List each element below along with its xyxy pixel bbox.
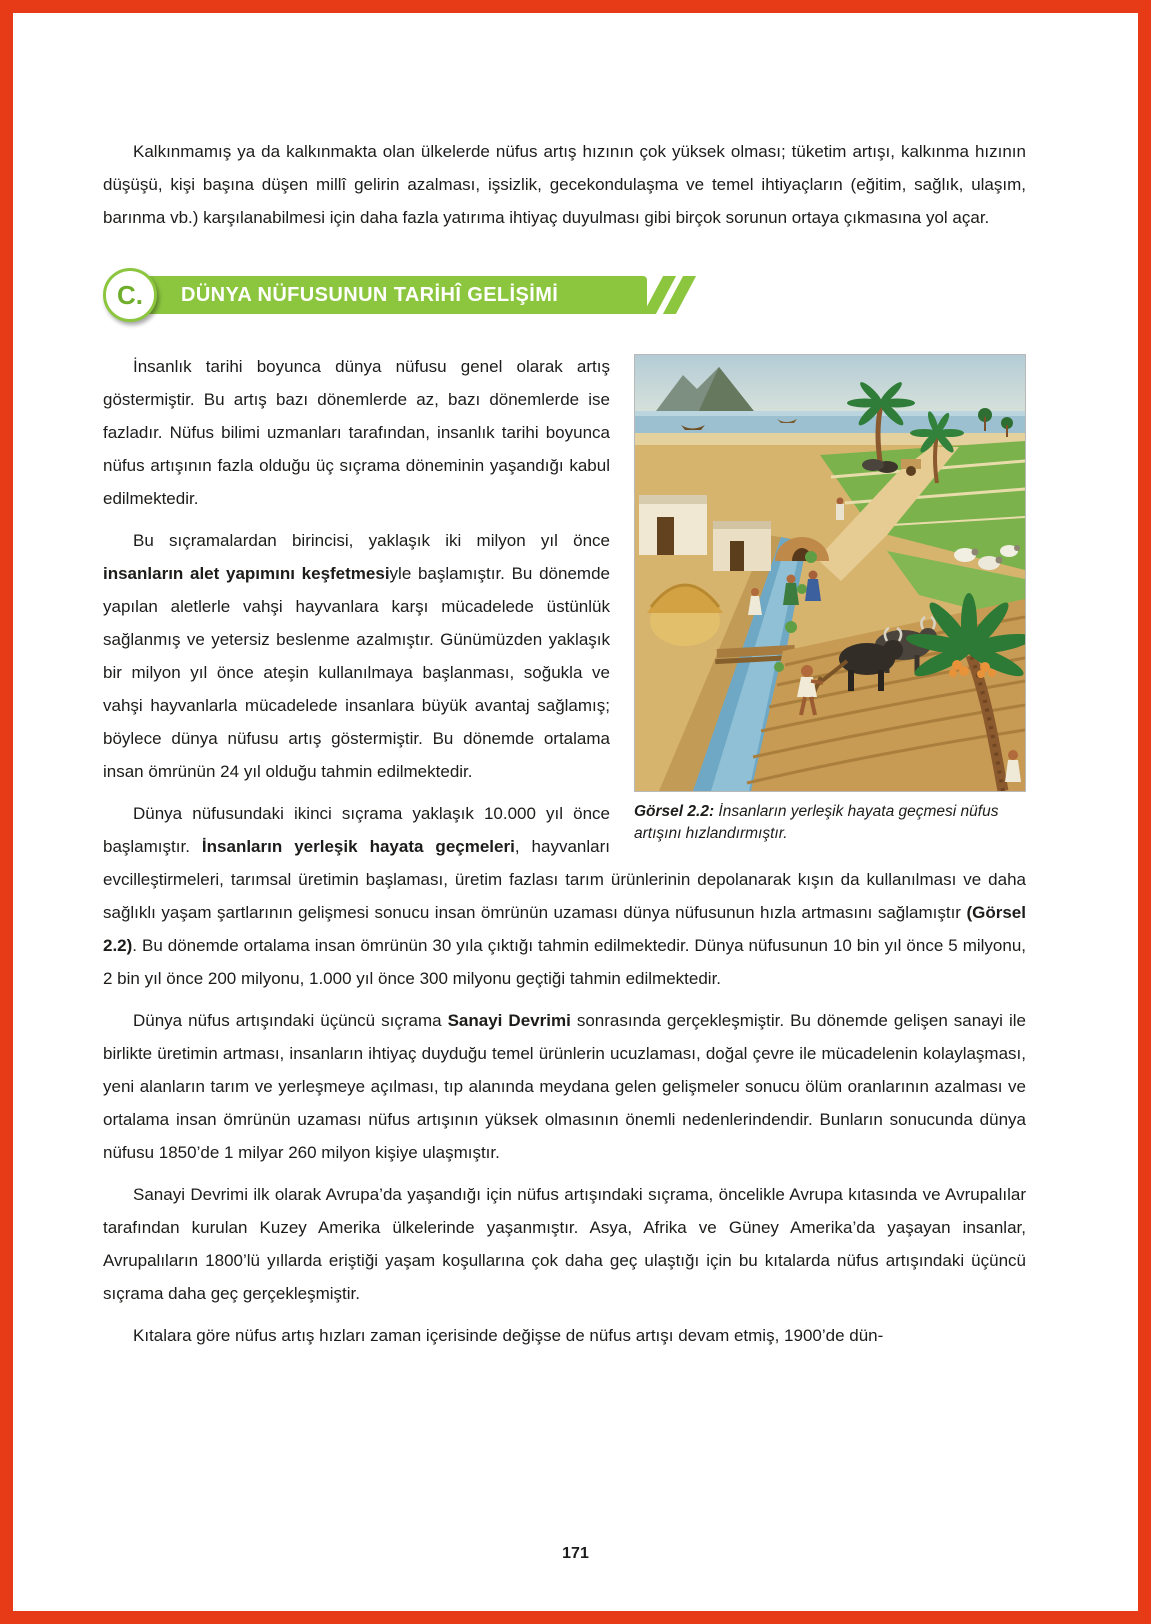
figure-caption	[634, 801, 1026, 845]
illustration-svg	[635, 355, 1025, 791]
figure-gorsel-2-2	[634, 354, 1026, 845]
text-segment: , hayvanları evcilleştirmeleri, tarımsal üretimin başlaması, üretim fazlası tarım ürünlerinin depolanarak kışın da kullanılması ve daha sağlıklı yaşam şartlarının gelişmesi sonucu insan ömrünün uzaması dünya nüfusunun hızla artmasını sağlamıştır	[103, 837, 1026, 922]
bold-text-segment: Sanayi Devrimi	[447, 1011, 571, 1030]
section-title: DÜNYA NÜFUSUNUN TARİHÎ GELİŞİMİ	[181, 283, 559, 306]
text-with-figure	[103, 350, 1026, 1004]
text-segment: Dünya nüfusundaki ikinci sıçrama yaklaşık 10.000 yıl önce başlamıştır.	[103, 804, 610, 856]
text-segment: sonrasında gerçekleşmiştir. Bu dönemde gelişen sanayi ile birlikte üretimin artması, insanların ihtiyaç duyduğu temel ürünlerin ucuzlaması, doğal çevre ile mücadelenin kolaylaşması, yeni alanların tarım ve yerleşmeye açılması, tıp alanında meydana gelen gelişmeler sonucu ölüm oranlarının azalması ve ortalama insan ömrünün uzaması nüfus artışının yüksek olmasının önemli nedenlerindendir. Bunların sonucunda dünya nüfusu 1850’de 1 milyar 260 milyon kişiye ulaşmıştır.	[103, 1011, 1026, 1162]
text-segment: . Bu dönemde ortalama insan ömrünün 30 yıla çıktığı tahmin edilmektedir. Dünya nüfusunun 10 bin yıl önce 5 milyonu, 2 bin yıl önce 200 milyonu, 1.000 yıl önce 300 milyonu geçtiği tahmin edilmektedir.	[103, 936, 1026, 988]
paragraph-intro: Kalkınmamış ya da kalkınmakta olan ülkelerde nüfus artış hızının çok yüksek olması; tüketim artışı, kalkınma hızının düşüşü, kişi başına düşen millî gelirin azalması, işsizlik, gecekondulaşma ve temel ihtiyaçların (eğitim, sağlık, ulaşım, barınma vb.) karşılanabilmesi için daha fazla yatırıma ihtiyaç duyulması gibi birçok sorunun ortaya çıkmasına yol açar.	[103, 142, 1026, 227]
section-heading	[103, 268, 1026, 322]
text-segment: Bu sıçramalardan birincisi, yaklaşık iki milyon yıl önce	[133, 531, 610, 550]
bold-text-segment: (Görsel 2.2)	[103, 903, 1026, 955]
paragraph-continents: Kıtalara göre nüfus artış hızları zaman içerisinde değişse de nüfus artışı devam etmiş, 1900’de dün-	[133, 1326, 884, 1345]
section-letter-badge	[103, 268, 157, 322]
paragraph-third-jump	[103, 1004, 1026, 1169]
text-segment: Dünya nüfus artışındaki üçüncü sıçrama	[133, 1011, 448, 1030]
page-content	[13, 13, 1138, 1352]
figure-caption-label: Görsel 2.2:	[634, 803, 715, 820]
paragraph-europe: Sanayi Devrimi ilk olarak Avrupa’da yaşandığı için nüfus artışındaki sıçrama, öncelikle Avrupa kıtasında ve Avrupalılar tarafından kurulan Kuzey Amerika ülkelerinde yaşanmıştır. Asya, Afrika ve Güney Amerika’da yaşayan insanlar, Avrupalıların 1800’lü yıllarda eriştiği yaşam koşullarına çok daha geç ulaştığı için bu kıtalarda nüfus artışındaki üçüncü sıçrama daha geç gerçekleşmiştir.	[103, 1185, 1026, 1303]
figure-caption-text: İnsanların yerleşik hayata geçmesi nüfus artışını hızlandırmıştır.	[634, 803, 999, 842]
illustration-ancient-farming-scene	[634, 354, 1026, 792]
section-title-banner	[119, 276, 647, 314]
text-segment: yle başlamıştır. Bu dönemde yapılan aletlerle vahşi hayvanlara karşı mücadelede üstünlük sağlanmış ve yetersiz beslenme azalmıştır. Günümüzden yaklaşık bir milyon yıl önce ateşin kullanılmaya başlanması, soğukla ve vahşi hayvanlarla mücadelede insanlara büyük avantaj sağlamış; böylece dünya nüfusu artış göstermiştir. Bu dönemde ortalama insan ömrünün 24 yıl olduğu tahmin edilmektedir.	[103, 564, 610, 781]
section-letter: C.	[117, 279, 143, 310]
bold-text-segment: İnsanların yerleşik hayata geçmeleri	[201, 837, 515, 856]
page-number: 171	[562, 1545, 589, 1562]
paragraph-history-intro: İnsanlık tarihi boyunca dünya nüfusu genel olarak artış göstermiştir. Bu artış bazı dönemlerde az, bazı dönemlerde ise fazladır. Nüfus bilimi uzmanları tarafından, insanlık tarihi boyunca nüfus artışının fazla olduğu üç sıçrama döneminin yaşandığı kabul edilmektedir.	[103, 357, 610, 508]
bold-text-segment: insanların alet yapımını keşfetmesi	[103, 564, 390, 583]
